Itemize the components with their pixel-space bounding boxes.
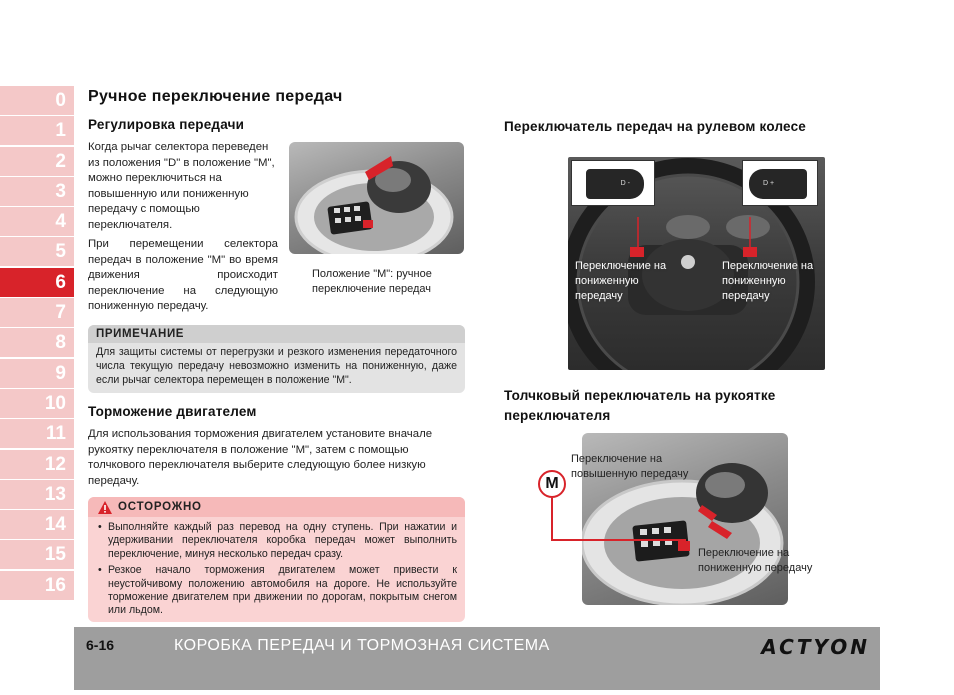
callout-downshift: Переключение на пониженную передачу bbox=[698, 547, 813, 574]
chapter-tab[interactable]: 10 bbox=[0, 389, 74, 418]
note-text: Для защиты системы от перегрузки и резкого изменения передаточного числа текущую передачу невозможно изменить на пониженную, даже если рычаг селектора перемещен в положение "M". bbox=[96, 346, 457, 386]
warning-title: ОСТОРОЖНО bbox=[118, 501, 202, 513]
warning-box bbox=[88, 497, 465, 622]
badge-leader-horizontal bbox=[551, 539, 686, 541]
callout-steering-right: Переключение на пониженную передачу bbox=[722, 260, 814, 302]
gear-selector-photo bbox=[289, 142, 464, 254]
chapter-tab[interactable]: 3 bbox=[0, 177, 74, 206]
photo-caption: Положение "M": ручное переключение передач bbox=[312, 268, 432, 295]
gear-selector-illustration bbox=[289, 142, 464, 254]
chapter-tab[interactable]: 16 bbox=[0, 571, 74, 600]
chapter-tab[interactable]: 2 bbox=[0, 147, 74, 176]
callout-upshift: Переключение на повышенную передачу bbox=[571, 453, 689, 480]
manual-mode-badge: M bbox=[538, 470, 566, 498]
badge-leader-vertical bbox=[551, 498, 553, 540]
warning-header bbox=[88, 497, 465, 517]
section-title-engine-braking: Торможение двигателем bbox=[88, 404, 257, 419]
engine-braking-paragraph: Для использования торможения двигателем установите вначале рукоятку переключателя в положение "M", затем с помощью толчкового переключателя выберите следующую более низкую передачу. bbox=[88, 428, 433, 487]
chapter-tabs bbox=[0, 86, 74, 601]
steering-button-left-inset bbox=[571, 160, 655, 206]
chapter-tab[interactable]: 7 bbox=[0, 298, 74, 327]
chapter-tab[interactable]: 4 bbox=[0, 207, 74, 236]
chapter-tab-active[interactable]: 6 bbox=[0, 268, 74, 297]
chapter-tab[interactable]: 0 bbox=[0, 86, 74, 115]
brand-logo: ACTYON bbox=[761, 635, 870, 659]
warning-list bbox=[88, 517, 465, 618]
chapter-tab[interactable]: 5 bbox=[0, 237, 74, 266]
chapter-tab[interactable]: 15 bbox=[0, 540, 74, 569]
chapter-tab[interactable]: 1 bbox=[0, 116, 74, 145]
page-title: Ручное переключение передач bbox=[88, 88, 343, 105]
callout-steering-left: Переключение на пониженную передачу bbox=[575, 260, 667, 302]
upshift-paddle[interactable]: D + bbox=[749, 169, 807, 199]
adjustment-paragraph-1: Когда рычаг селектора переведен из положения "D" в положение "M", можно переключиться на повышенную или пониженную передачу с помощью переключателя. bbox=[88, 141, 275, 231]
note-title: ПРИМЕЧАНИЕ bbox=[88, 325, 465, 343]
note-box bbox=[88, 325, 465, 393]
chapter-tab[interactable]: 8 bbox=[0, 328, 74, 357]
warning-icon bbox=[98, 501, 112, 514]
section-title-tip-switch: Толчковый переключатель на рукоятке переключателя bbox=[504, 388, 776, 423]
chapter-tab[interactable]: 11 bbox=[0, 419, 74, 448]
section-title-adjustment: Регулировка передачи bbox=[88, 117, 245, 132]
footer-bar bbox=[74, 627, 880, 690]
chapter-tab[interactable]: 12 bbox=[0, 450, 74, 479]
steering-button-right-inset bbox=[742, 160, 818, 206]
chapter-tab[interactable]: 14 bbox=[0, 510, 74, 539]
section-title-steering-switch: Переключатель передач на рулевом колесе bbox=[504, 119, 806, 134]
chapter-tab[interactable]: 13 bbox=[0, 480, 74, 509]
warning-item: • Выполняйте каждый раз перевод на одну ступень. При нажатии и удерживании переключателя коробка передач может выполнить переключение, минуя несколько передач сразу. bbox=[96, 521, 457, 561]
warning-item: • Резкое начало торможения двигателем может привести к неустойчивому положению автомобиля на дороге. Не используйте торможение двигателем при движении по дорогам, покрытым снегом или льдом. bbox=[96, 564, 457, 618]
adjustment-paragraph-2: При перемещении селектора передач в положение "M" во время движения происходит переключение на следующую пониженную передачу. bbox=[88, 238, 278, 313]
page-number: 6-16 bbox=[86, 637, 115, 653]
downshift-paddle[interactable]: D - bbox=[586, 169, 644, 199]
chapter-tab[interactable]: 9 bbox=[0, 359, 74, 388]
chapter-title: КОРОБКА ПЕРЕДАЧ И ТОРМОЗНАЯ СИСТЕМА bbox=[174, 637, 550, 654]
